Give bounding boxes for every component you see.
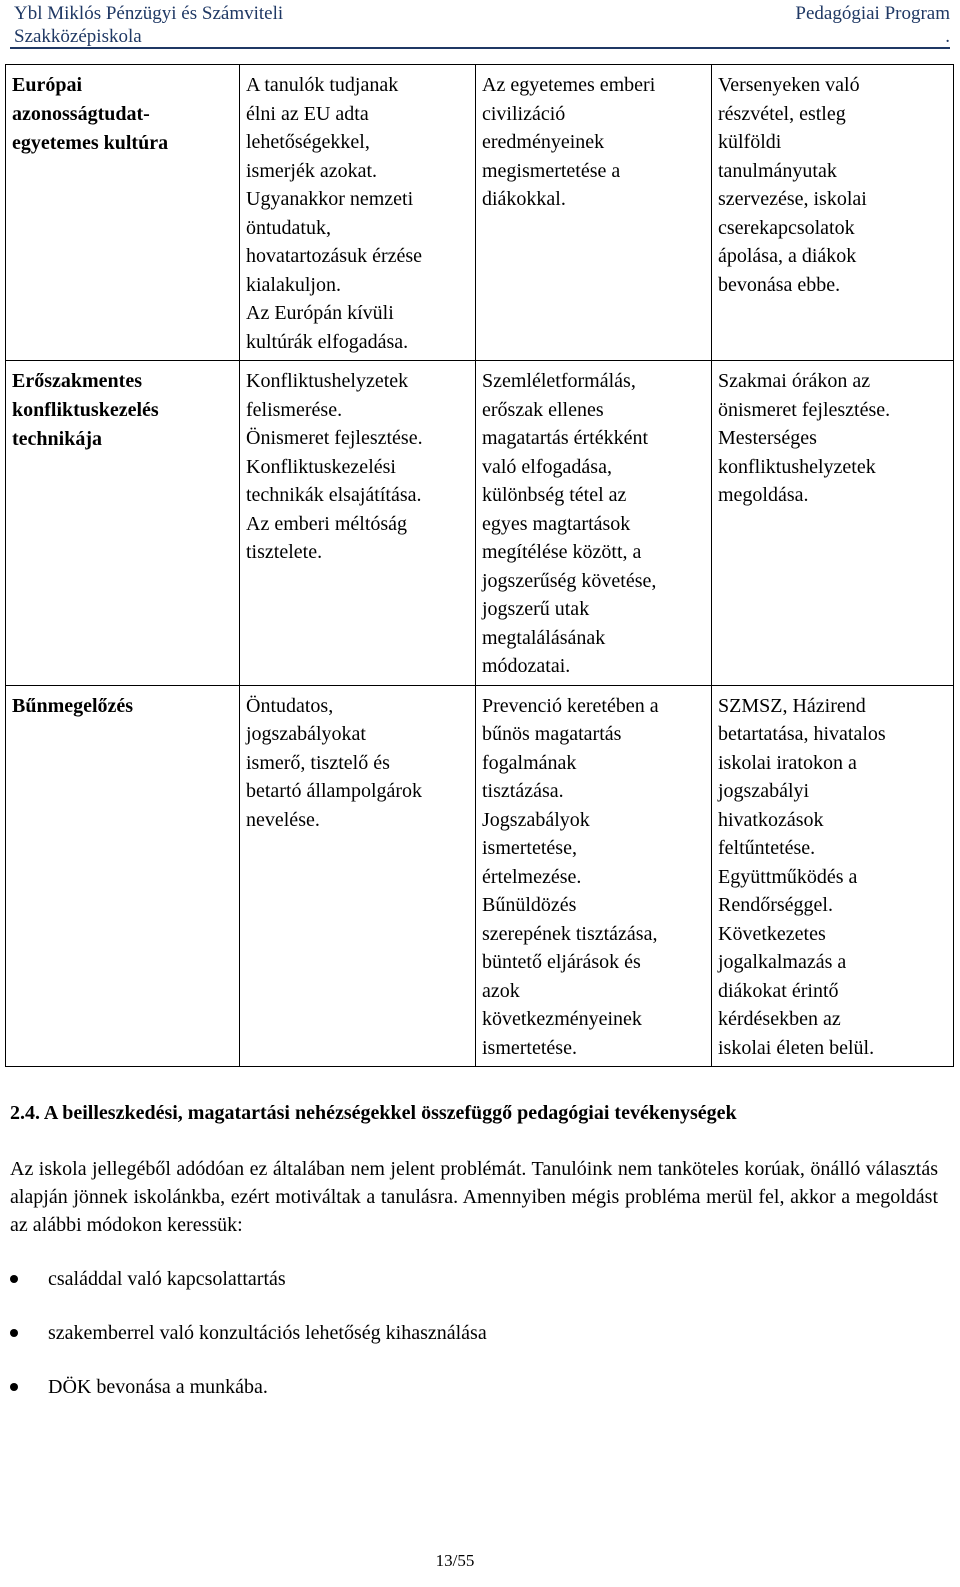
cell-text-line: jogalkalmazás a [718, 951, 847, 973]
goal-cell [240, 685, 476, 1067]
bullet-list [10, 1266, 487, 1428]
cell-text-line: iskolai életen belül. [718, 1036, 875, 1059]
task-cell [476, 65, 712, 361]
cell-text-line: ápolása, a diákok [718, 245, 857, 267]
cell-text-line: feltűntetése. [718, 837, 816, 859]
topic-cell [6, 685, 240, 1067]
cell-text-line: kialakuljon. [246, 273, 341, 296]
task-cell [476, 361, 712, 686]
cell-text-line: ismerjék azokat. [246, 159, 378, 182]
topic-cell [6, 361, 240, 686]
cell-text-line: Az egyetemes emberi [482, 74, 656, 96]
cell-text-line: erőszak ellenes [482, 398, 604, 421]
list-item-text: szakemberrel való konzultációs lehetőség kihasználása [48, 1322, 487, 1344]
cell-text-line: egyes magtartások [482, 512, 631, 535]
cell-text-line: jogszabályi [718, 780, 810, 802]
goals-table [5, 64, 954, 1067]
cell-text-line: Konfliktuskezelési [246, 455, 396, 478]
cell-text-line: Együttműködés a [718, 865, 858, 888]
cell-text-line: ismerő, tisztelő és [246, 751, 390, 774]
cell-text-line: Öntudatos, [246, 694, 334, 717]
cell-text-line: Bűnmegelőzés [12, 694, 134, 717]
cell-text-line: nevelése. [246, 808, 320, 831]
bullet-icon [10, 1275, 18, 1283]
document-title-line-2: . [945, 26, 950, 47]
cell-text-line: Következetes [718, 922, 826, 945]
cell-text-line: öntudatuk, [246, 216, 331, 239]
cell-text-line: Konfliktushelyzetek [246, 370, 409, 392]
cell-text-line: különbség tétel az [482, 484, 627, 506]
cell-text-line: megtalálásának [482, 626, 606, 649]
cell-text-line: bűnös magatartás [482, 723, 622, 745]
cell-text-line: Versenyeken való [718, 74, 860, 96]
cell-text-line: Erőszakmentes [12, 370, 142, 392]
cell-text-line: lehetőségekkel, [246, 131, 370, 153]
school-name-line-2: Szakközépiskola [14, 26, 142, 47]
list-item-text: családdal való kapcsolattartás [48, 1268, 286, 1290]
page-number: 13/55 [435, 1551, 475, 1570]
cell-text-line: kultúrák elfogadása. [246, 330, 409, 353]
cell-text-line: következményeinek [482, 1008, 642, 1030]
list-item [10, 1266, 487, 1320]
table-row [6, 65, 954, 361]
cell-text-line: részvétel, estleg [718, 102, 846, 125]
cell-text-line: cserekapcsolatok [718, 216, 855, 239]
cell-text-line: diákokat érintő [718, 979, 839, 1002]
cell-text-line: SZMSZ, Házirend [718, 694, 866, 717]
cell-text-line: tisztelete. [246, 541, 323, 563]
cell-text-line: azok [482, 979, 520, 1002]
school-name-line-1: Ybl Miklós Pénzügyi és Számviteli [14, 3, 284, 24]
cell-text-line: jogszerű utak [482, 598, 590, 620]
cell-text-line: iskolai iratokon a [718, 751, 857, 774]
cell-text-line: Ugyanakkor nemzeti [246, 188, 414, 210]
cell-text-line: megoldása. [718, 484, 809, 506]
cell-text-line: Európai [12, 74, 83, 96]
cell-text-line: módozatai. [482, 655, 571, 677]
cell-text-line: kérdésekben az [718, 1008, 841, 1030]
cell-text-line: jogszerűség követése, [482, 569, 657, 592]
school-name [14, 2, 283, 48]
goals-table-body [6, 65, 954, 1067]
list-item [10, 1374, 487, 1428]
cell-text-line: Rendőrséggel. [718, 894, 833, 916]
cell-text-line: Szemléletformálás, [482, 370, 636, 392]
activity-cell [712, 361, 954, 686]
cell-text-line: Jogszabályok [482, 808, 590, 831]
header-divider [10, 47, 950, 49]
activity-cell [712, 65, 954, 361]
table-row [6, 685, 954, 1067]
topic-cell [6, 65, 240, 361]
cell-text-line: Az Európán kívüli [246, 302, 394, 324]
cell-text-line: diákokkal. [482, 188, 566, 210]
cell-text-line: szervezése, iskolai [718, 188, 867, 210]
cell-text-line: technikája [12, 428, 102, 450]
section-heading: 2.4. A beilleszkedési, magatartási nehézségekkel összefüggő pedagógiai tevékenységek [10, 1102, 737, 1124]
document-title [795, 2, 950, 48]
cell-text-line: szerepének tisztázása, [482, 922, 658, 945]
cell-text-line: megismertetése a [482, 159, 621, 182]
cell-text-line: Prevenció keretében a [482, 694, 659, 717]
cell-text-line: technikák elsajátítása. [246, 484, 422, 506]
goal-cell [240, 65, 476, 361]
cell-text-line: élni az EU adta [246, 102, 369, 125]
cell-text-line: betartó állampolgárok [246, 780, 423, 802]
cell-text-line: konfliktuskezelés [12, 399, 159, 421]
cell-text-line: bevonása ebbe. [718, 273, 841, 296]
page-header [0, 0, 960, 48]
cell-text-line: önismeret fejlesztése. [718, 398, 891, 421]
cell-text-line: civilizáció [482, 102, 566, 125]
cell-text-line: betartatása, hivatalos [718, 723, 886, 745]
cell-text-line: fogalmának [482, 751, 577, 774]
list-item [10, 1320, 487, 1374]
cell-text-line: külföldi [718, 131, 782, 153]
bullet-icon [10, 1383, 18, 1391]
list-item-text: DÖK bevonása a munkába. [48, 1376, 268, 1398]
cell-text-line: Mesterséges [718, 427, 817, 449]
cell-text-line: értelmezése. [482, 865, 582, 888]
cell-text-line: Az emberi méltóság [246, 512, 408, 535]
cell-text-line: jogszabályokat [246, 723, 366, 745]
cell-text-line: ismertetése, [482, 837, 577, 859]
cell-text-line: eredményeinek [482, 131, 605, 153]
cell-text-line: hivatkozások [718, 808, 824, 831]
cell-text-line: megítélése között, a [482, 541, 642, 563]
cell-text-line: tanulmányutak [718, 159, 837, 182]
cell-text-line: azonosságtudat- [12, 103, 150, 125]
activity-cell [712, 685, 954, 1067]
bullet-icon [10, 1329, 18, 1337]
document-title-line-1: Pedagógiai Program [795, 3, 950, 24]
goal-cell [240, 361, 476, 686]
cell-text-line: egyetemes kultúra [12, 132, 169, 154]
table-row [6, 361, 954, 686]
cell-text-line: való elfogadása, [482, 455, 612, 478]
cell-text-line: büntető eljárások és [482, 951, 641, 973]
cell-text-line: Szakmai órákon az [718, 370, 871, 392]
cell-text-line: konfliktushelyzetek [718, 455, 876, 478]
section-paragraph: Az iskola jellegéből adódóan ez általában nem jelent problémát. Tanulóink nem tanköteles korúak, önálló választás alapján jönnek iskolánkba, ezért motiváltak a tanulásra. Amennyiben mégis probléma merül fel, akkor a megoldást az alábbi módokon keressük: [10, 1158, 938, 1236]
cell-text-line: felismerése. [246, 398, 343, 421]
cell-text-line: A tanulók tudjanak [246, 74, 399, 96]
cell-text-line: hovatartozásuk érzése [246, 245, 423, 267]
cell-text-line: ismertetése. [482, 1036, 577, 1059]
cell-text-line: Önismeret fejlesztése. [246, 427, 423, 449]
cell-text-line: magatartás értékként [482, 427, 649, 449]
cell-text-line: tisztázása. [482, 780, 564, 802]
cell-text-line: Bűnüldözés [482, 894, 577, 916]
task-cell [476, 685, 712, 1067]
